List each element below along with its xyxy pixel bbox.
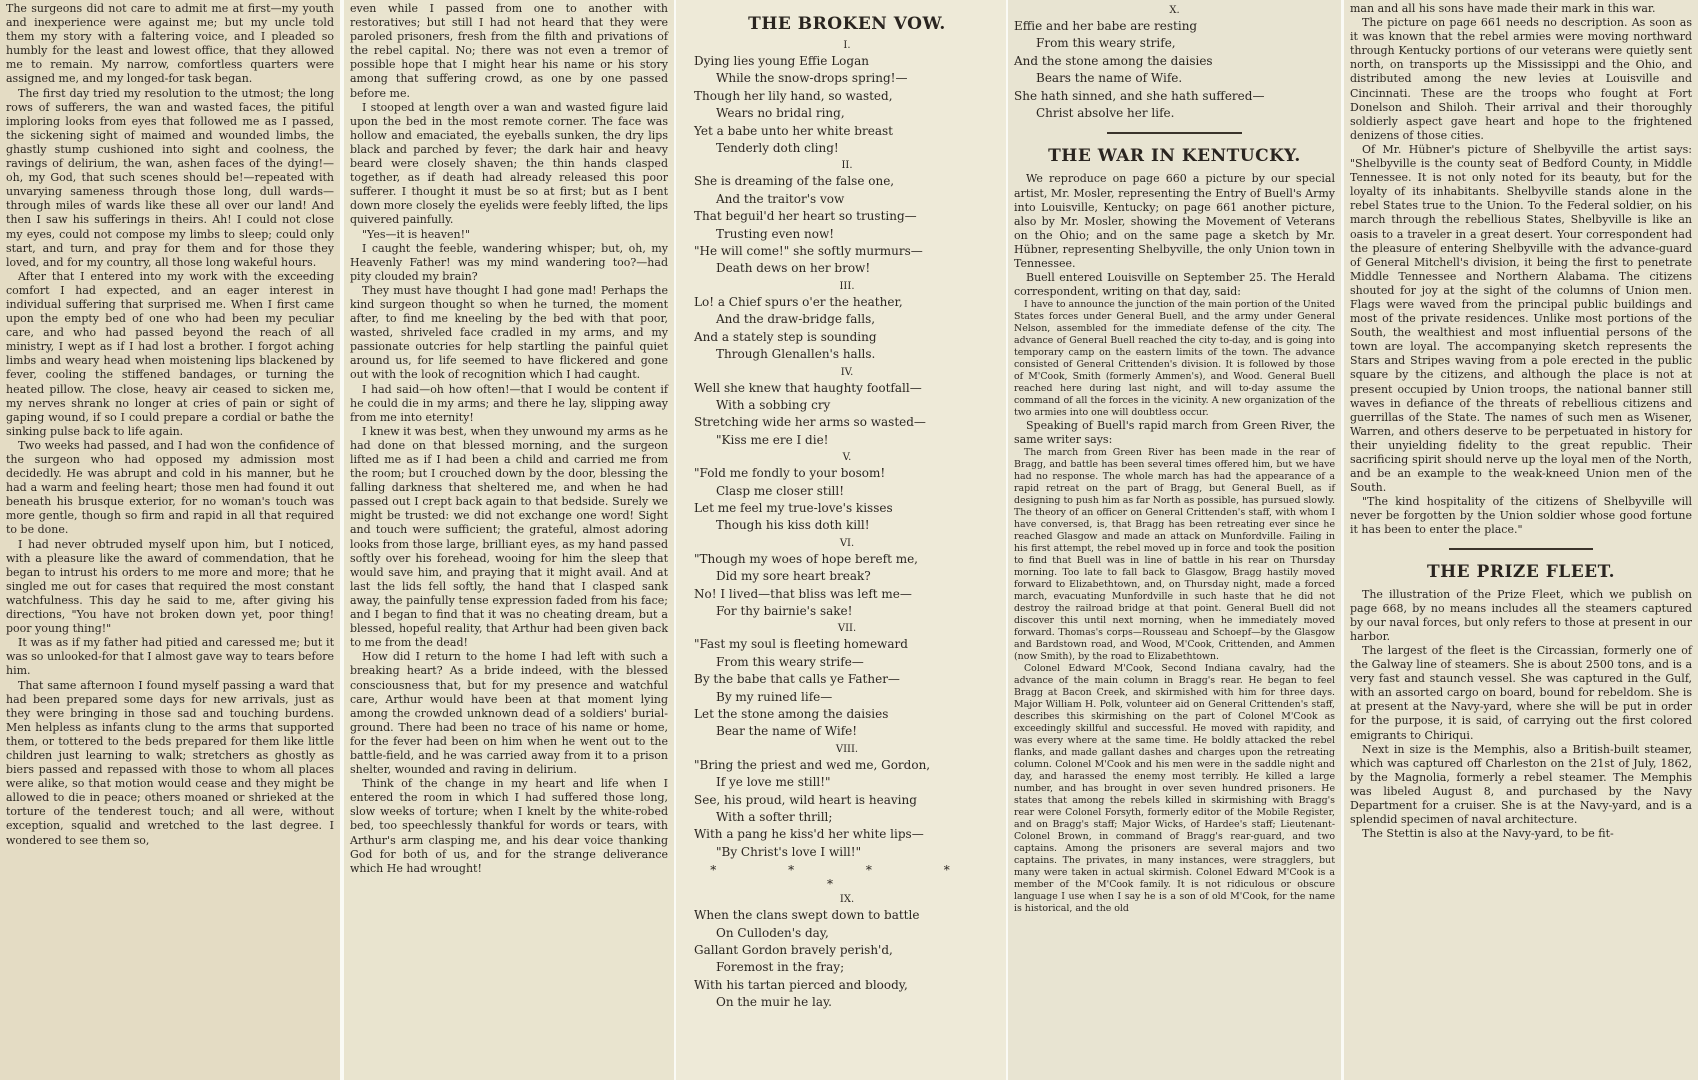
quoted-dispatch: Colonel Edward M'Cook, Second Indiana cavalry, had the advance of the main column in Bragg's rear. He began to feel Bragg at Bacon Creek, and skirmished with him for three days. Major William H. Polk, volunteer aid on General Crittenden's staff, describes this skirmishing on the part of Colonel M'Cook as exceedingly skillful and successful. He moved with rapidity, and was every where at the same time. He boldly attacked the rebel flanks, and made gallant dashes and charges upon the retreating column. Colonel M'Cook and his men were in the saddle night and day, and harassed the enemy most terribly. He killed a large number, and has brought in over seven hundred prisoners. He states that among the rebels killed in skirmishing with Bragg's rear were Colonel Forsyth, formerly editor of the Mobile Register, and on Bragg's staff; Major Wicks, of Hardee's staff; Lieutenant-Colonel Brown, in command of Bragg's rear-guard, and two captains. Among the prisoners are several majors and two captains. The privates, in many instances, were stragglers, but many were taken in actual skirmish. Colonel Edward M'Cook is a member of the M'Cook family. It is not ridiculous or obscure language I use when I say he is a son of old M'Cook, for the name is historical, and the old — [1014, 663, 1335, 915]
poem-line: Though his kiss doth kill! — [716, 518, 870, 533]
column-1 — [0, 0, 340, 1080]
stanza — [694, 294, 1000, 364]
stanza-number: VII. — [837, 623, 857, 635]
paragraph: man and all his sons have made their mark in this war. — [1350, 2, 1656, 15]
paragraph: The first day tried my resolution to the utmost; the long rows of sufferers, the wan and wasted faces, the pitiful imploring looks from eyes that followed me as I passed, the sickening sight of maimed and wounded limbs, the ghastly stump cushioned into sight and coolness, the ravings of delirium, the wan, ashen faces of the dying!—oh, my God, that such scenes should be!—repeated with unvarying sameness through those long, dull wards—through miles of wards like these all over our land! And then I saw his sufferings in theirs. Ah! I could not close my eyes, could not compose my limbs to sleep; could only start, and turn, and pray for them and for those they loved, and for my country, all those long wakeful hours. — [6, 86, 334, 269]
poem-line: With his tartan pierced and bloody, — [694, 977, 908, 992]
poem-line: Dying lies young Effie Logan — [694, 54, 869, 68]
poem-line: Did my sore heart break? — [716, 569, 871, 584]
poem-body — [694, 40, 1000, 1012]
poem-line: From this weary strife— — [716, 654, 864, 669]
poem-line: On Culloden's day, — [716, 925, 829, 940]
stanza-number: VI. — [839, 537, 855, 549]
column-4 — [1008, 0, 1341, 1080]
poem-line: She hath sinned, and she hath suffered— — [1014, 88, 1265, 103]
paragraph: The illustration of the Prize Fleet, which we publish on page 668, by no means includes all the steamers captured by our naval forces, but only refers to those at present in our harbor. — [1350, 587, 1692, 643]
stanza — [694, 757, 1000, 861]
poem-line: "Fold me fondly to your bosom! — [694, 466, 886, 481]
paragraph: Buell entered Louisville on September 25. The Herald correspondent, writing on that day, said: — [1014, 271, 1335, 299]
poem-line: "Fast my soul is fleeting homeward — [694, 637, 908, 652]
poem-title: THE BROKEN VOW. — [748, 14, 946, 34]
poem-line: Bear the name of Wife! — [716, 724, 858, 739]
article-title: THE WAR IN KENTUCKY. — [1048, 146, 1301, 167]
stanza-number: VIII. — [835, 743, 859, 755]
stanza — [694, 551, 1000, 621]
stanza — [694, 907, 1000, 1011]
poem-line: "Though my woes of hope bereft me, — [694, 551, 918, 566]
poem-line: When the clans swept down to battle — [694, 908, 920, 923]
stars-separator: * * * * * — [710, 863, 984, 892]
stanza — [694, 380, 1000, 450]
poem-line: If ye love me still!" — [716, 775, 831, 790]
poem-line: On the muir he lay. — [716, 995, 832, 1010]
column-2 — [344, 0, 674, 1080]
poem-line: With a pang he kiss'd her white lips— — [694, 827, 924, 842]
poem-line: Bears the name of Wife. — [1036, 71, 1183, 86]
paragraph: I had never obtruded myself upon him, but I noticed, with a pleasure like the award of commendation, that he began to intrust his orders to me more and more; that he singled me out for cases that required the most constant watchfulness. This day he said to me, after giving his directions, "You have not broken down yet, poor thing! poor young thing!" — [6, 537, 334, 636]
stanza-number: I. — [843, 40, 851, 51]
paragraph: I caught the feeble, wandering whisper; but, oh, my Heavenly Father! was my mind wandering too?—had pity clouded my brain? — [350, 241, 668, 283]
stanza-number: V. — [842, 452, 852, 464]
stanza-number: IV. — [840, 366, 854, 378]
poem-line: By the babe that calls ye Father— — [694, 672, 900, 687]
stanza — [694, 465, 1000, 535]
poem-line: Tenderly doth cling! — [716, 141, 839, 156]
poem-line: Lo! a Chief spurs o'er the heather, — [694, 294, 903, 309]
poem-line: Stretching wide her arms so wasted— — [694, 415, 926, 430]
column-3-poem — [676, 0, 1006, 1080]
poem-line: Christ absolve her life. — [1036, 106, 1175, 121]
poem-line: Let me feel my true-love's kisses — [694, 500, 893, 515]
paragraph: After that I entered into my work with the exceeding comfort I had expected, and an eager interest in individual suffering that surprised me. When I first came upon the empty bed of one who had been my peculiar care, and who had passed beyond the reach of all ministry, I wept as if I had lost a brother. I forgot aching limbs and weary head when moistening lips blackened by fever, cooling the stiffened bandages, or turning the heated pillow. The close, heavy air ceased to sicken me, my nerves shrank no longer at cries of pain or sight of gaping wound, if so I could prepare a cordial or bathe the sinking pulse back to life again. — [6, 269, 334, 438]
poem-line: From this weary strife, — [1036, 36, 1176, 51]
paragraph: Of Mr. Hübner's picture of Shelbyville the artist says: "Shelbyville is the county seat of Bedford County, in Middle Tennessee. It is not only noted for its beauty, but for the loyalty of its inhabitants. Shelbyville stands alone in the rebel States true to the Union. To the Federal soldier, on his march through the rebellious States, Shelbyville is like an oasis to a traveler in a great desert. Your correspondent had the pleasure of entering Shelbyville with the advance-guard of General Mitchell's division, it being the first to penetrate Middle Tennessee and Northern Alabama. The citizens shouted for joy at the sight of the columns of Union men. Flags were waved from the principal public buildings and most of the private residences. Unlike most portions of the South, the wealthiest and most influential persons of the town are loyal. The accompanying sketch represents the Stars and Stripes waving from a pole erected in the public square by the citizens, and although the place is not at present occupied by Union troops, the national banner still waves in defiance of the threats of rebellious citizens and guerrillas of the State. The names of such men as Wisener, Warren, and others deserve to be perpetuated in history for their unyielding fidelity to the great republic. Their sacrificing spirit should nerve up the loyal men of the North, and be an example to the weak-kneed Union men of the South. — [1350, 142, 1692, 495]
stanza-number: X. — [1169, 5, 1180, 16]
poem-line: She is dreaming of the false one, — [694, 174, 895, 189]
stanza — [694, 173, 1000, 277]
poem-line: And the traitor's vow — [716, 191, 845, 206]
poem-line: "He will come!" she softly murmurs— — [694, 244, 923, 259]
poem-line: With a softer thrill; — [716, 810, 833, 825]
poem-line: That beguil'd her heart so trusting— — [694, 209, 917, 224]
quoted-dispatch: I have to announce the junction of the main portion of the United States forces under General Buell, and the army under General Nelson, assembled for the immediate defense of the city. The advance of General Buell reached the city to-day, and is going into temporary camp on the eastern limits of the town. The advance consisted of General Crittenden's division. It is followed by those of M'Cook, Smith (formerly Ammen's), and Wood. General Buell reached here during last night, and will to-day assume the command of all the forces in the vicinity. A new organization of the two armies into one will doubtless occur. — [1014, 299, 1335, 419]
paragraph: It was as if my father had pitied and caressed me; but it was so unlooked-for that I almost gave way to tears before him. — [6, 636, 334, 678]
poem-line: Trusting even now! — [716, 226, 835, 241]
poem-line: By my ruined life— — [716, 689, 833, 704]
stanza — [694, 53, 1000, 157]
poem-line: And the stone among the daisies — [1014, 53, 1213, 68]
paragraph: We reproduce on page 660 a picture by our special artist, Mr. Mosler, representing the Entry of Buell's Army into Louisville, Kentucky; on page 661 another picture, also by Mr. Mosler, showing the Movement of Veterans on the Ohio; and on the same page a sketch by Mr. Hübner, representing Shelbyville, the only Union town in Tennessee. — [1014, 172, 1335, 270]
paragraph: Next in size is the Memphis, also a British-built steamer, which was captured off Charleston on the 21st of July, 1862, by the Magnolia, formerly a rebel steamer. The Memphis was libeled August 8, and purchased by the Navy Department for a cruiser. She is at the Navy-yard, and is a splendid specimen of naval architecture. — [1350, 742, 1692, 827]
poem-line: And the draw-bridge falls, — [716, 312, 876, 327]
paragraph: The largest of the fleet is the Circassian, formerly one of the Galway line of steamers. She is about 2500 tons, and is a very fast and staunch vessel. She was captured in the Gulf, with an assorted cargo on board, bound for rebeldom. She is at present at the Navy-yard, where she will be put in order for the purpose, it is said, of carrying out the first colored emigrants to Chiriqui. — [1350, 643, 1692, 742]
paragraph: How did I return to the home I had left with such a breaking heart? As a bride indeed, with the blessed consciousness that, but for my presence and watchful care, Arthur would have been at that moment lying among the crowded unknown dead of a soldiers' burial-ground. There had been no trace of his name or home, for the fever had been on him when he went out to the battle-field, and he was carried away from it to a prison shelter, wounded and raving in delirium. — [350, 650, 668, 777]
poem-line: "Bring the priest and wed me, Gordon, — [694, 757, 931, 772]
paragraph: The Stettin is also at the Navy-yard, to be fit- — [1362, 827, 1614, 841]
stanza-number: II. — [841, 160, 853, 172]
poem-line: Clasp me closer still! — [716, 483, 845, 498]
poem-line: And a stately step is sounding — [694, 329, 877, 344]
paragraph: Speaking of Buell's rapid march from Green River, the same writer says: — [1014, 419, 1335, 447]
poem-line: With a sobbing cry — [716, 397, 831, 412]
paragraph: The picture on page 661 needs no description. As soon as it was known that the rebel armies were moving northward through Kentucky portions of our veterans were quietly sent north, on transports up the Mississippi and the Ohio, and distributed among the new levies at Louisville and Cincinnati. These are the troops who fought at Fort Donelson and Shiloh. Their arrival and their thoroughly soldierly aspect gave heart and hope to the frightened denizens of those cities. — [1350, 16, 1692, 142]
poem-line: "By Christ's love I will!" — [716, 844, 862, 859]
poem-line: No! I lived—that bliss was left me— — [694, 586, 912, 601]
paragraph: That same afternoon I found myself passing a ward that had been prepared some days for new arrivals, just as they were bringing in those sad and touching burdens. Men helpless as infants clung to the arms that supported them, or tottered to the beds prepared for them like little children just learning to walk; stretchers as ghostly as biers passed and repassed with those to whom all places were alike, so that motion would cease and they might be allowed to die in peace; others moaned or shrieked at the torture of the tenderest touch; and all were, without exception, squalid and wretched to the last degree. I wondered to see them so, — [6, 678, 334, 847]
poem-line: For thy bairnie's sake! — [716, 603, 853, 618]
poem-line: Well she knew that haughty footfall— — [694, 380, 922, 395]
poem-line: Though her lily hand, so wasted, — [694, 88, 893, 103]
column-5 — [1344, 0, 1698, 1080]
paragraph: "The kind hospitality of the citizens of Shelbyville will never be forgotten by the Union soldier whose good fortune it has been to enter the place." — [1350, 495, 1692, 537]
stanza-number: IX. — [839, 894, 855, 906]
paragraph: Two weeks had passed, and I had won the confidence of the surgeon who had opposed my admission most decidedly. He was abrupt and cold in his manner, but he had a warm and feeling heart; those men had found it out beneath his brusque exterior, for no woman's touch was more gentle, though so firm and rapid in all that required to be done. — [6, 438, 334, 537]
paragraph: I knew it was best, when they unwound my arms as he had done on that blessed morning, and the surgeon lifted me as if I had been a child and carried me from the room; but I crouched down by the door, blessing the falling darkness that sheltered me, and when he had passed out I crept back again to that bedside. Surely we might be trusted: we did not exchange one word! Sight and touch were sufficient; the grateful, almost adoring looks from those large, brilliant eyes, as my hand passed softly over his forehead, wooing for him the sleep that would save him, and praying that it might avail. And at last the lids fell softly, the hand that I clasped sank away, the painfully tense expression faded from his face; and I began to find that it was no cheating dream, but a blessed, hopeful reality, that Arthur had been given back to me from the dead! — [350, 424, 668, 650]
stanza — [1014, 18, 1335, 122]
divider-rule — [1107, 132, 1242, 134]
poem-line: Gallant Gordon bravely perish'd, — [694, 943, 893, 958]
stanza-number: III. — [839, 280, 855, 292]
paragraph: "Yes—it is heaven!" — [362, 227, 471, 241]
paragraph: I had said—oh how often!—that I would be content if he could die in my arms; and there he lay, slipping away from me into eternity! — [350, 382, 668, 424]
paragraph: I stooped at length over a wan and wasted figure laid upon the bed in the most remote corner. The face was hollow and emaciated, the eyeballs sunken, the dry lips black and parched by fever; the dark hair and heavy beard were closely shaven; the thin hands clasped together, as if death had already released this poor sufferer. I thought it must be so at first; but as I bent down more closely the eyelids were feebly lifted, the lips quivered painfully. — [350, 100, 668, 227]
poem-line: Death dews on her brow! — [716, 261, 871, 276]
poem-line: While the snow-drops spring!— — [716, 71, 908, 86]
paragraph: The surgeons did not care to admit me at first—my youth and inexperience were against me; but my uncle told them my story with a faltering voice, and I pleaded so humbly for the least and lowest office, that they allowed me to remain. My narrow, comfortless quarters were assigned me, and my longed-for task began. — [6, 2, 334, 86]
stanza — [694, 636, 1000, 740]
poem-line: See, his proud, wild heart is heaving — [694, 792, 917, 807]
poem-line: "Kiss me ere I die! — [716, 432, 829, 447]
paragraph: Think of the change in my heart and life when I entered the room in which I had suffered those long, slow weeks of torture; when I knelt by the white-robed bed, too speechlessly thankful for words or tears, with Arthur's arm clasping me, and his dear voice thanking God for both of us, and for the strange deliverance which He had wrought! — [350, 777, 668, 875]
quoted-dispatch: The march from Green River has been made in the rear of Bragg, and battle has been several times offered him, but we have had no response. The whole march has had the appearance of a rapid retreat on the part of Bragg, but General Buell, as if designing to push him as far North as possible, has pursued slowly. The theory of an officer on General Crittenden's staff, with whom I have conversed, is, that Bragg has been retreating ever since he reached Glasgow and made an attack on Munfordville. Failing in his first attempt, the rebel moved up in force and took the position to find that Buell was in line of battle in his rear on Thursday morning. Too late to fall back to Glasgow, Bragg hastily moved forward to Elizabethtown, and, on Thursday night, made a forced march, evacuating Munfordville in such haste that he did not destroy the railroad bridge at that point. General Buell did not discover this until next morning, when he immediately moved forward. Thomas's corps—Rousseau and Schoepf—by the Glasgow and Bardstown road, and Wood, M'Cook, Crittenden, and Ammen (now Smith), by the road to Elizabethtown. — [1014, 447, 1335, 663]
paragraph: even while I passed from one to another with restoratives; but still I had not heard that they were paroled prisoners, fresh from the filth and privations of the rebel capital. No; there was not even a tremor of possible hope that I might hear his name or his story among that suffering crowd, as one by one passed before me. — [350, 2, 668, 100]
divider-rule — [1449, 548, 1593, 550]
poem-line: Let the stone among the daisies — [694, 707, 889, 721]
poem-line: Yet a babe unto her white breast — [694, 123, 893, 138]
article-title: THE PRIZE FLEET. — [1426, 561, 1616, 582]
poem-line: Effie and her babe are resting — [1014, 19, 1198, 33]
paragraph: They must have thought I had gone mad! Perhaps the kind surgeon thought so when he turned, the moment after, to find me kneeling by the bed with that poor, wasted, shriveled face cradled in my arms, and my passionate outcries for help startling the painful quiet around us, for life seemed to have flickered and gone out with the look of recognition which I had caught. — [350, 283, 668, 382]
poem-line: Wears no bridal ring, — [716, 106, 845, 121]
poem-line: Through Glenallen's halls. — [716, 347, 876, 362]
poem-line: Foremost in the fray; — [716, 960, 845, 975]
